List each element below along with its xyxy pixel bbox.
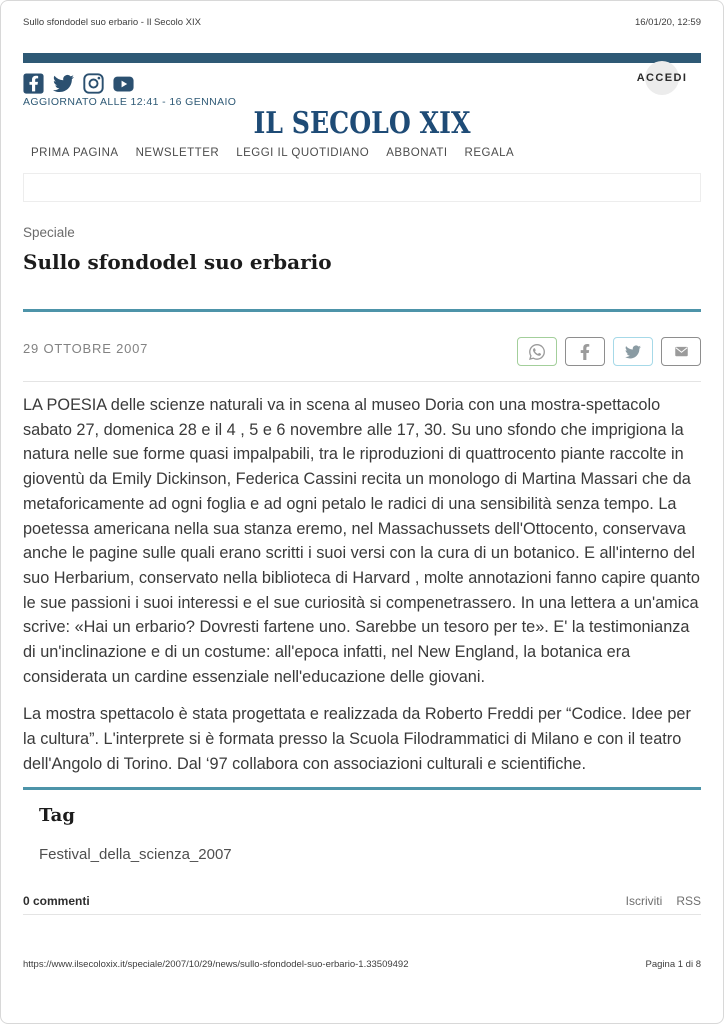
divider-light-bottom [23, 914, 701, 915]
divider-light-top [23, 381, 701, 382]
top-bar [23, 53, 701, 63]
twitter-icon[interactable] [53, 73, 74, 94]
article-date: 29 OTTOBRE 2007 [23, 341, 149, 356]
share-twitter-button[interactable] [613, 337, 653, 366]
share-whatsapp-button[interactable] [517, 337, 557, 366]
nav-prima-pagina[interactable]: PRIMA PAGINA [31, 147, 119, 159]
login-label: ACCEDI [636, 72, 688, 84]
subscribe-link[interactable]: Iscriviti [625, 894, 663, 908]
divider-teal-bottom [23, 787, 701, 790]
ad-placeholder [23, 173, 701, 202]
tag-link[interactable]: Festival_della_scienza_2007 [39, 846, 232, 863]
page-title: Sullo sfondodel suo erbario [23, 250, 332, 274]
divider-teal-top [23, 309, 701, 312]
rss-link[interactable]: RSS [676, 894, 701, 908]
youtube-icon[interactable] [113, 73, 134, 94]
social-row [23, 73, 134, 94]
print-header [23, 17, 701, 28]
nav-abbonati[interactable]: ABBONATI [386, 147, 448, 159]
comments-bar [23, 894, 701, 908]
updated-time: AGGIORNATO ALLE 12:41 - 16 GENNAIO [23, 96, 237, 108]
article-body [23, 393, 703, 777]
section-label[interactable]: Speciale [23, 225, 75, 240]
print-url: https://www.ilsecoloxix.it/speciale/2007/10/29/news/sullo-sfondodel-suo-erbario-1.33509492 [23, 959, 409, 970]
print-datetime: 16/01/20, 12:59 [634, 17, 701, 28]
print-page-number: Pagina 1 di 8 [645, 959, 701, 970]
login-button[interactable] [627, 60, 697, 96]
tag-heading: Tag [39, 805, 75, 826]
share-facebook-button[interactable] [565, 337, 605, 366]
comments-count: 0 commenti [23, 894, 90, 908]
article-paragraph: LA POESIA delle scienze naturali va in scena al museo Doria con una mostra-spettacolo sabato 27, domenica 28 e il 4 , 5 e 6 novembre alle 17, 30. Su uno sfondo che imprigiona la natura nelle sue forme quasi impalpabili, tra le riproduzioni di quattrocento piante raccolte in gioventù da Emily Dickinson, Federica Cassini recita un monologo di Martina Massari che da metaforicamente ad ogni foglia e ad ogni petalo le radici di una sensibilità senza tempo. La poetessa americana nella sua stanza eremo, nel Massachussets dell'Ottocento, conservava anche le pagine sulle quali erano scritti i suoi versi con la cura di un botanico. E all'interno del suo Herbarium, conservato nella biblioteca di Harvard , molte annotazioni fanno capire quanto le sue passioni i suoi interessi e el sue curiosità si compenetrassero. In una lettera a un'amica scrive: «Hai un erbario? Dovresti fartene uno. Sarebbe un tesoro per te». E' la testimonianza di un'inclinazione e di un costume: all'epoca infatti, nel New England, la botanica era considerata un cardine essenziale nell'educazione delle giovani. [23, 396, 700, 686]
nav-leggi-il-quotidiano[interactable]: LEGGI IL QUOTIDIANO [236, 147, 370, 159]
comments-links [626, 894, 701, 908]
logo[interactable]: IL SECOLO XIX [253, 104, 471, 141]
instagram-icon[interactable] [83, 73, 104, 94]
main-nav [31, 147, 514, 159]
nav-newsletter[interactable]: NEWSLETTER [135, 147, 220, 159]
print-doc-title: Sullo sfondodel suo erbario - Il Secolo XIX [23, 17, 201, 28]
article-paragraph: La mostra spettacolo è stata progettata e realizzada da Roberto Freddi per “Codice. Idee per la cultura”. L'interprete si è formata presso la Scuola Filodrammatici di Milano e con il teatro dell'Angolo di Torino. Dal ‘97 collabora con associazioni culturali e scientifiche. [23, 705, 691, 773]
nav-regala[interactable]: REGALA [464, 147, 515, 159]
share-row [517, 337, 701, 366]
print-footer [23, 959, 701, 970]
share-email-button[interactable] [661, 337, 701, 366]
facebook-icon[interactable] [23, 73, 44, 94]
